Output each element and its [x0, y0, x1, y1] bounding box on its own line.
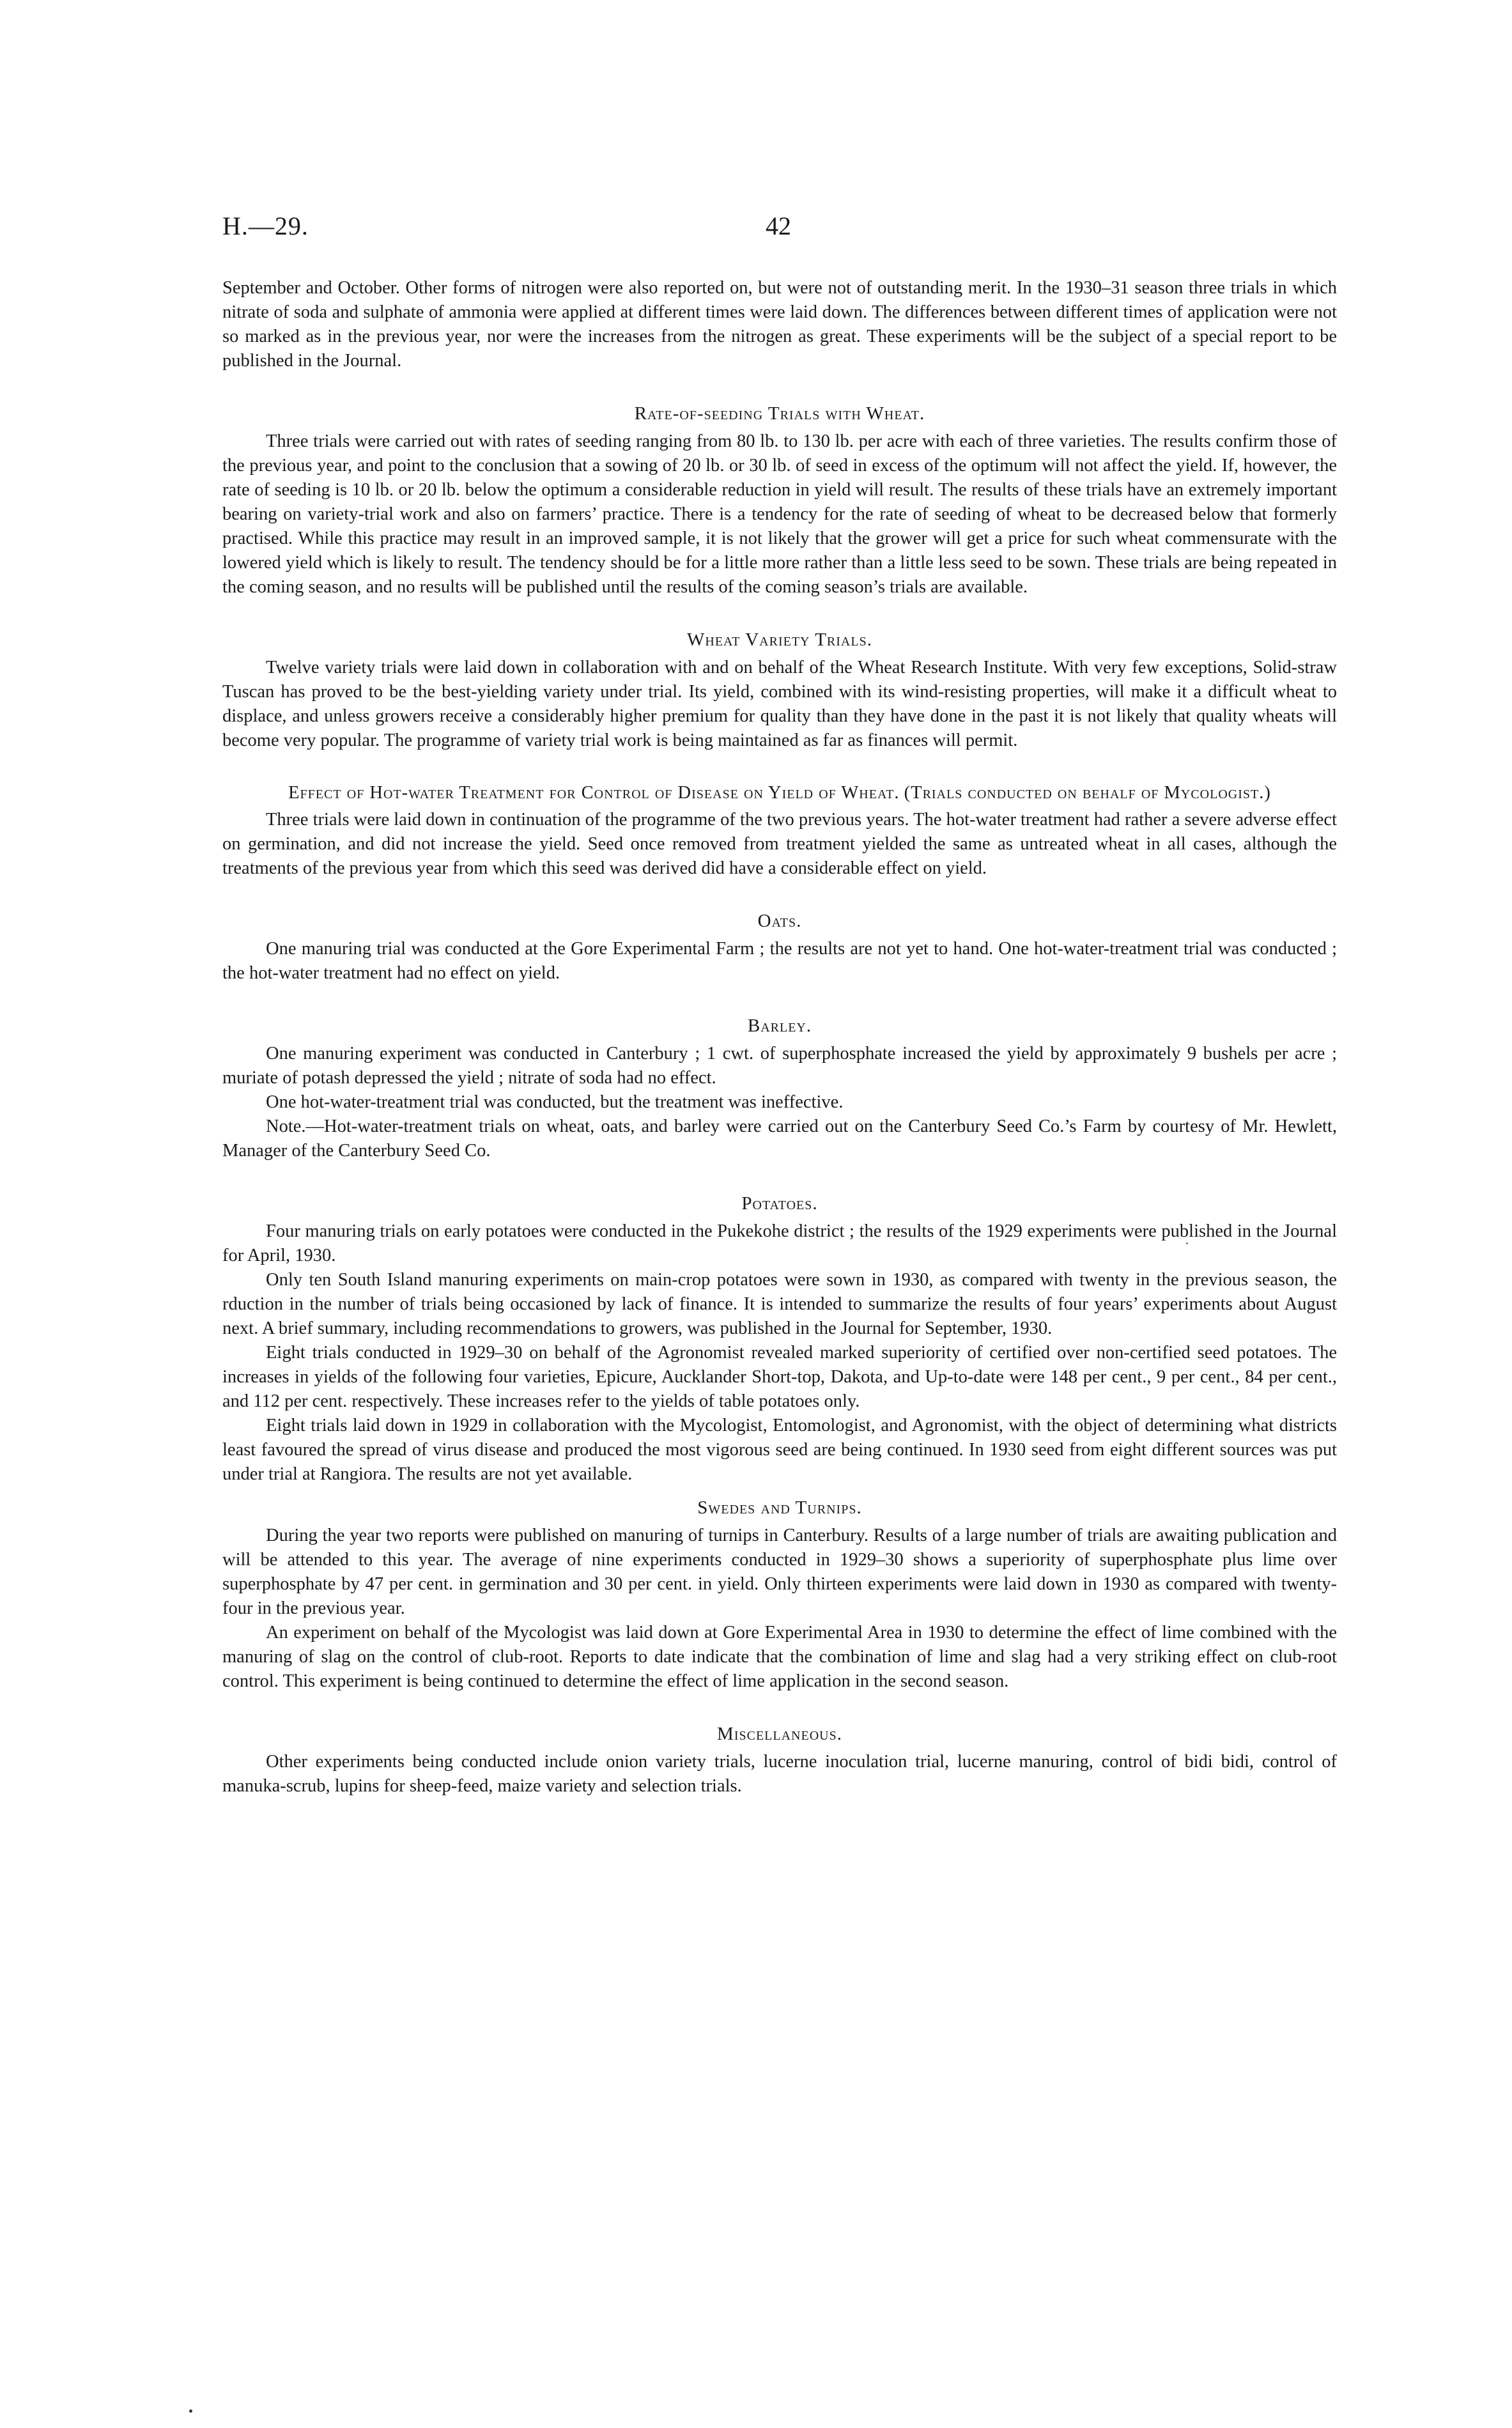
- section-heading-potatoes: Potatoes.: [741, 1193, 818, 1214]
- paragraph: During the year two reports were published on manuring of turnips in Canterbury. Results of a large number of trials are awaiting publication and will be attended to this year. The average of nine experiments conducted in 1929–30 shows a superiority of superphosphate plus lime over superphosphate by 47 per cent. in germination and 30 per cent. in yield. Only thirteen experiments were laid down in 1930 as compared with twenty-four in the previous year.: [222, 1526, 1337, 1618]
- paragraph: One manuring experiment was conducted in Canterbury ; 1 cwt. of superphosphate increased the yield by approximately 9 bushels per acre ; muriate of potash depressed the yield ; nitrate of soda had no effect.: [222, 1044, 1337, 1088]
- paragraph: Four manuring trials on early potatoes were conducted in the Pukekohe district ; the results of the 1929 experiments were published in the Journal for April, 1930.: [222, 1221, 1337, 1265]
- heading-main: Effect of Hot-water Treatment for Control of Disease on Yield of Wheat.: [288, 783, 900, 803]
- paragraph: One manuring trial was conducted at the Gore Experimental Farm ; the results are not yet to hand. One hot-water-treatment trial was conducted ; the hot-water treatment had no effect on yield.: [222, 939, 1337, 983]
- section-heading-swedes-turnips: Swedes and Turnips.: [697, 1497, 862, 1518]
- section-heading-miscellaneous: Miscellaneous.: [717, 1724, 842, 1744]
- page-header: [222, 211, 1337, 249]
- paragraph: One hot-water-treatment trial was conducted, but the treatment was ineffective.: [266, 1092, 844, 1112]
- paragraph: Three trials were carried out with rates of seeding ranging from 80 lb. to 130 lb. per acre with each of three varieties. The results confirm those of the previous year, and point to the conclusion that a sowing of 20 lb. or 30 lb. of seed in excess of the optimum will not affect the yield. If, however, the rate of seeding is 10 lb. or 20 lb. below the optimum a considerable reduction in yield will result. The results of these trials have an extremely important bearing on variety-trial work and also on farmers’ practice. There is a tendency for the rate of seeding of wheat to be decreased below that formerly practised. While this practice may result in an improved sample, it is not likely that the grower will get a price for such wheat commensurate with the lowered yield which is likely to result. The tendency should be for a little more rather than a little less seed to be sown. These trials are being repeated in the coming season, and no results will be published until the results of the coming season’s trials are available.: [222, 431, 1337, 597]
- section-heading-oats: Oats.: [757, 911, 802, 931]
- section-heading-barley: Barley.: [747, 1016, 812, 1036]
- document-body: [222, 276, 1337, 1798]
- heading-sub: (Trials conducted on behalf of Mycologist.): [904, 783, 1271, 803]
- paragraph: Other experiments being conducted include onion variety trials, lucerne inoculation trial, lucerne manuring, control of bidi bidi, control of manuka-scrub, lupins for sheep-feed, maize variety and selection trials.: [222, 1752, 1337, 1796]
- page-number: 42: [766, 212, 791, 240]
- intro-paragraph: September and October. Other forms of nitrogen were also reported on, but were not of outstanding merit. In the 1930–31 season three trials in which nitrate of soda and sulphate of ammonia were applied at different times were laid down. The differences between different times of application were not so marked as in the previous year, nor were the increases from the nitrogen as great. These experiments will be the subject of a special report to be published in the Journal.: [222, 278, 1337, 371]
- print-speck: [1186, 1242, 1188, 1244]
- paragraph: Eight trials laid down in 1929 in collaboration with the Mycologist, Entomologist, and Agronomist, with the object of determining what districts least favoured the spread of virus disease and produced the most vigorous seed are being continued. In 1930 seed from eight different sources was put under trial at Rangiora. The results are not yet available.: [222, 1416, 1337, 1484]
- paragraph: Twelve variety trials were laid down in collaboration with and on behalf of the Wheat Research Institute. With very few exceptions, Solid-straw Tuscan has proved to be the best-yielding variety under trial. Its yield, combined with its wind-resisting properties, will make it a difficult wheat to displace, and unless growers receive a considerably higher premium for quality than they have done in the past it is not likely that quality wheats will become very popular. The programme of variety trial work is being maintained as far as finances will permit.: [222, 658, 1337, 750]
- paragraph: An experiment on behalf of the Mycologist was laid down at Gore Experimental Area in 1930 to determine the effect of lime combined with the manuring of slag on the control of club-root. Reports to date indicate that the combination of lime and slag had a very striking effect on club-root control. This experiment is being continued to determine the effect of lime application in the second season.: [222, 1623, 1337, 1691]
- print-speck: [189, 2409, 192, 2413]
- note-paragraph: Note.—Hot-water-treatment trials on wheat, oats, and barley were carried out on the Canterbury Seed Co.’s Farm by courtesy of Mr. Hewlett, Manager of the Canterbury Seed Co.: [222, 1117, 1337, 1161]
- section-heading-rate-of-seeding: Rate-of-seeding Trials with Wheat.: [634, 403, 925, 424]
- paragraph: Only ten South Island manuring experiments on main-crop potatoes were sown in 1930, as compared with twenty in the previous season, the rduction in the number of trials being occasioned by lack of finance. It is intended to summarize the results of four years’ experiments about August next. A brief summary, including recommendations to growers, was published in the Journal for September, 1930.: [222, 1270, 1337, 1338]
- document-id: H.—29.: [222, 212, 309, 240]
- section-heading-hot-water-treatment: [222, 781, 1337, 805]
- paragraph: Three trials were laid down in continuation of the programme of the two previous years. The hot-water treatment had rather a severe adverse effect on germination, and did not increase the yield. Seed once removed from treatment yielded the same as untreated wheat in all cases, although the treatments of the previous year from which this seed was derived did have a considerable effect on yield.: [222, 810, 1337, 878]
- section-heading-wheat-variety: Wheat Variety Trials.: [687, 630, 872, 650]
- paragraph: Eight trials conducted in 1929–30 on behalf of the Agronomist revealed marked superiority of certified over non-certified seed potatoes. The increases in yields of the following four varieties, Epicure, Aucklander Short-top, Dakota, and Up-to-date were 148 per cent., 9 per cent., 84 per cent., and 112 per cent. respectively. These increases refer to the yields of table potatoes only.: [222, 1343, 1337, 1411]
